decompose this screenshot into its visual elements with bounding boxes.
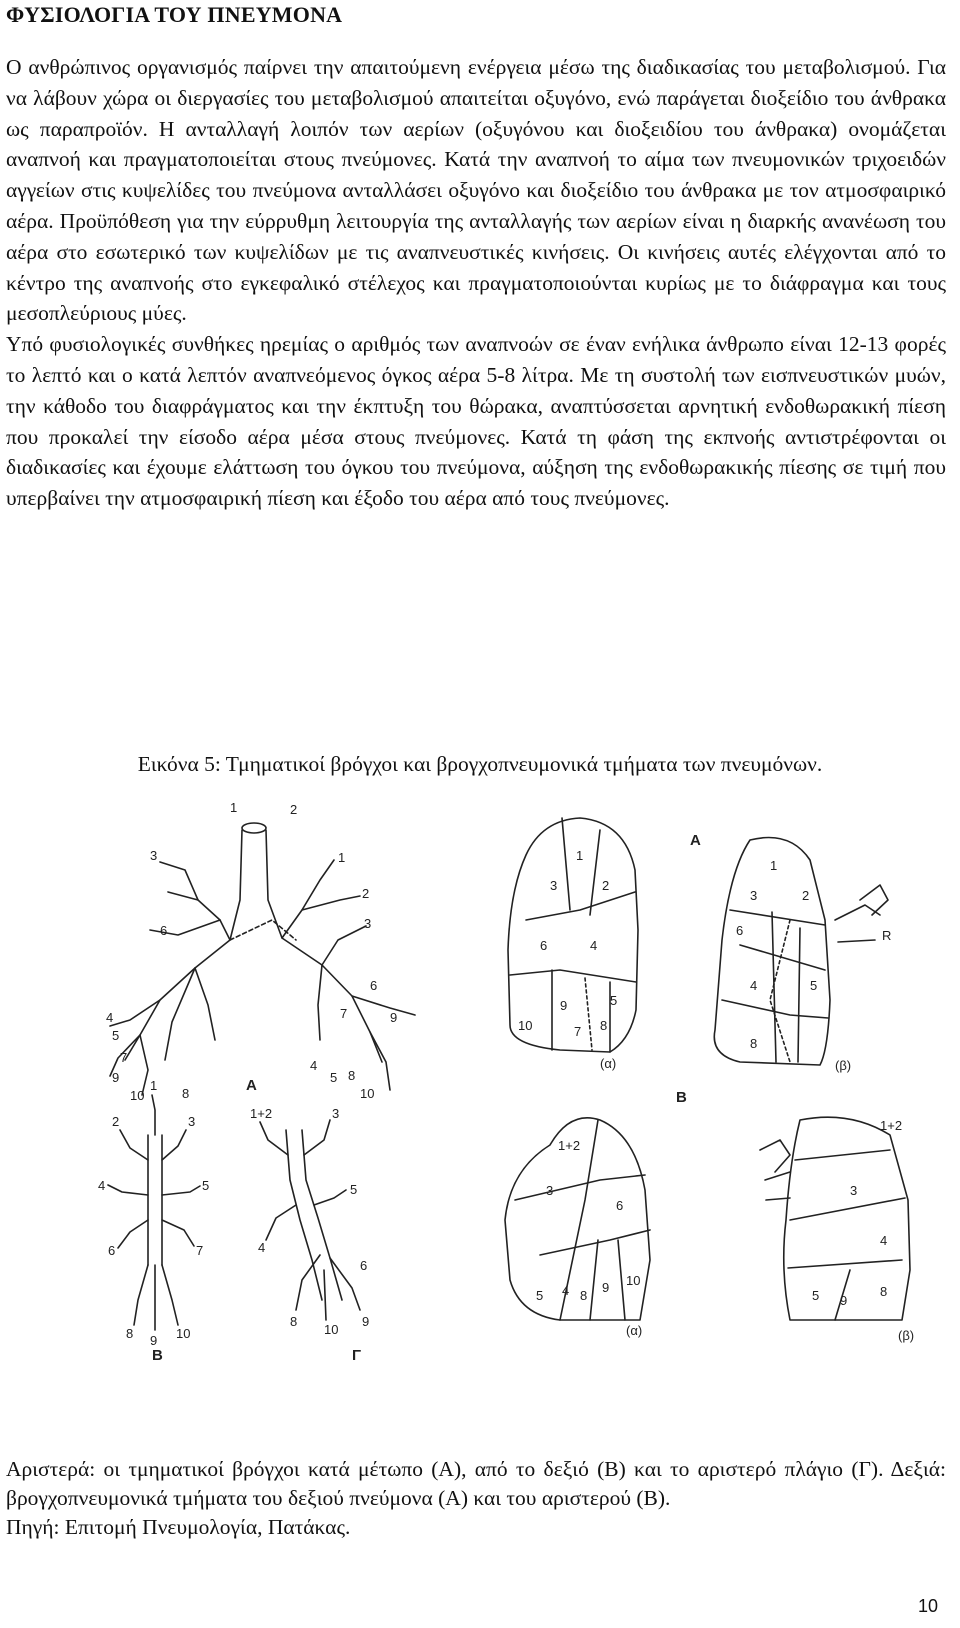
segment-label: 1 <box>230 800 238 815</box>
segment-label: 4 <box>106 1010 114 1025</box>
segment-label: 10 <box>130 1088 145 1103</box>
segment-label: 8 <box>290 1314 298 1329</box>
caption-text: Αριστερά: οι τμηματικοί βρόγχοι κατά μέτωπο (Α), από το δεξιό (Β) και το αριστερό πλάγιο (Γ). Δεξιά: βρογχοπνευμονικά τμήματα του δεξιού πνεύμονα (Α) και του αριστερού (Β). <box>6 1457 946 1510</box>
segment-label: 3 <box>546 1183 554 1198</box>
figure-caption <box>6 1455 946 1542</box>
segment-label: 5 <box>810 978 818 993</box>
segment-label: 5 <box>812 1288 820 1303</box>
segment-label: 1 <box>576 848 584 863</box>
segment-label: 2 <box>362 886 370 901</box>
segment-label: 7 <box>196 1243 204 1258</box>
segment-label: 9 <box>602 1280 610 1295</box>
segment-label: 4 <box>750 978 758 993</box>
segment-label: 3 <box>750 888 758 903</box>
view-label: (β) <box>835 1058 852 1073</box>
segment-label: 6 <box>360 1258 368 1273</box>
segment-label: 7 <box>574 1024 582 1039</box>
segment-label: 8 <box>750 1036 758 1051</box>
segment-label: 4 <box>310 1058 318 1073</box>
segment-label: 1 <box>770 858 778 873</box>
bronchial-tree-left <box>260 1120 360 1320</box>
segment-label: 4 <box>880 1233 888 1248</box>
segment-label: 1+2 <box>880 1118 903 1133</box>
segment-label: 8 <box>880 1284 888 1299</box>
panel-label: B <box>152 1347 163 1364</box>
lung-figure <box>90 800 950 1420</box>
segment-label: 6 <box>540 938 548 953</box>
paragraph: Ο ανθρώπινος οργανισμός παίρνει την απαιτούμενη ενέργεια μέσω της διαδικασίας του μεταβολισμού. Για να λάβουν χώρα οι διεργασίες του μεταβολισμού απαιτείται οξυγόνο, ενώ παράγεται διοξείδιο του άνθρακα ως παραπροϊόν. Η ανταλλαγή λοιπόν των αερίων (οξυγόνου και διοξειδίου του άνθρακα) ονομάζεται αναπνοή και πραγματοποιείται στους πνεύμονες. Κατά την αναπνοή το αίμα των πνευμονικών τριχοειδών αγγείων στις κυψελίδες του πνεύμονα ανταλλάσει οξυγόνο και διοξείδιο του άνθρακα με τον ατμοσφαιρικό αέρα. Προϋπόθεση για την εύρρυθμη λειτουργία της ανταλλαγής των αερίων είναι η διαρκής ανανέωση του αέρα στο εσωτερικό των κυψελίδων με τις αναπνευστικές κινήσεις. Οι κινήσεις αυτές ελέγχονται από το κέντρο της αναπνοής στο εγκεφαλικό στέλεχος και πραγματοποιούνται κυρίως με το διάφραγμα και τους μεσοπλεύριους μύες. <box>6 55 946 326</box>
segment-label: 9 <box>112 1070 120 1085</box>
bronchial-tree-front <box>110 823 415 1095</box>
segment-label: 9 <box>150 1333 158 1348</box>
segment-label: 1 <box>150 1078 158 1093</box>
segment-label: 7 <box>120 1050 128 1065</box>
view-label: (α) <box>626 1323 643 1338</box>
left-lung-medial <box>760 1117 910 1320</box>
segment-label: 10 <box>176 1326 191 1341</box>
panel-label: Γ <box>352 1347 362 1364</box>
page-heading: ΦΥΣΙΟΛΟΓΙΑ ΤΟΥ ΠΝΕΥΜΟΝΑ <box>6 2 343 27</box>
segment-label: 7 <box>340 1006 348 1021</box>
segment-label: 5 <box>350 1182 358 1197</box>
segment-label: 9 <box>390 1010 398 1025</box>
segment-label: 6 <box>616 1198 624 1213</box>
segment-label: 2 <box>602 878 610 893</box>
segment-label: 8 <box>580 1288 588 1303</box>
segment-label: 3 <box>332 1106 340 1121</box>
bronchial-tree-right <box>108 1095 200 1330</box>
right-lung-lateral <box>508 818 638 1052</box>
segment-label: 10 <box>626 1273 641 1288</box>
segment-label: 1+2 <box>558 1138 581 1153</box>
figure-title: Εικόνα 5: Τμηματικοί βρόγχοι και βρογχοπνευμονικά τμήματα των πνευμόνων. <box>137 752 823 776</box>
segment-label: 2 <box>290 802 298 817</box>
segment-label: 5 <box>610 993 618 1008</box>
segment-label: 3 <box>150 848 158 863</box>
segment-label: 2 <box>802 888 810 903</box>
segment-label: 8 <box>348 1068 356 1083</box>
segment-label: 1 <box>338 850 346 865</box>
segment-label: 4 <box>590 938 598 953</box>
segment-label: 10 <box>324 1322 339 1337</box>
segment-label: 9 <box>840 1293 848 1308</box>
segment-label: 3 <box>188 1114 196 1129</box>
segment-label: 3 <box>550 878 558 893</box>
segment-label: 6 <box>736 923 744 938</box>
segment-label: 6 <box>370 978 378 993</box>
segment-label: 9 <box>362 1314 370 1329</box>
segment-label: 10 <box>518 1018 533 1033</box>
paragraph: Υπό φυσιολογικές συνθήκες ηρεμίας ο αριθμός των αναπνοών σε έναν ενήλικα άνθρωπο είναι 12-13 φορές το λεπτό και ο κατά λεπτόν αναπνεόμενος όγκος αέρα 5-8 λίτρα. Με τη συστολή των εισπνευστικών μυών, την κάθοδο του διαφράγματος και την έκπτυξη του θώρακα, αναπτύσσεται αρνητική ενδοθωρακική πίεση που προκαλεί την είσοδο αέρα μέσα στους πνεύμονες. Κατά τη φάση της εκπνοής αντιστρέφονται οι διαδικασίες και έχουμε ελάττωση του όγκου του πνεύμονα, αύξηση της ενδοθωρακικής πίεσης σε τιμή που υπερβαίνει την ατμοσφαιρική πίεση και έξοδο του αέρα από τους πνεύμονες. <box>6 332 946 511</box>
segment-label: 6 <box>160 923 168 938</box>
segment-label: 1+2 <box>250 1106 273 1121</box>
panel-label: A <box>246 1077 257 1094</box>
segment-label: 3 <box>850 1183 858 1198</box>
view-label: (β) <box>898 1328 915 1343</box>
figure-labels <box>98 800 914 1364</box>
segment-label: 5 <box>330 1070 338 1085</box>
segment-label: 4 <box>258 1240 266 1255</box>
segment-label: 5 <box>202 1178 210 1193</box>
right-lung-medial <box>714 838 888 1066</box>
segment-label: 6 <box>108 1243 116 1258</box>
panel-label: B <box>676 1089 687 1106</box>
lung-diagram <box>90 800 950 1420</box>
segment-label: 5 <box>112 1028 120 1043</box>
segment-label: 4 <box>562 1283 570 1298</box>
segment-label: 5 <box>536 1288 544 1303</box>
segment-label: 4 <box>98 1178 106 1193</box>
page-number: 10 <box>917 1596 938 1616</box>
view-label: (α) <box>600 1056 617 1071</box>
panel-label: A <box>690 832 701 849</box>
segment-label: 8 <box>126 1326 134 1341</box>
segment-label: 3 <box>364 916 372 931</box>
segment-label: 9 <box>560 998 568 1013</box>
segment-label: 8 <box>182 1086 190 1101</box>
segment-label: 10 <box>360 1086 375 1101</box>
source-text: Πηγή: Επιτομή Πνευμολογία, Πατάκας. <box>6 1515 351 1539</box>
side-label: R <box>882 928 892 943</box>
body-text <box>6 52 946 514</box>
segment-label: 2 <box>112 1114 120 1129</box>
segment-label: 8 <box>600 1018 608 1033</box>
